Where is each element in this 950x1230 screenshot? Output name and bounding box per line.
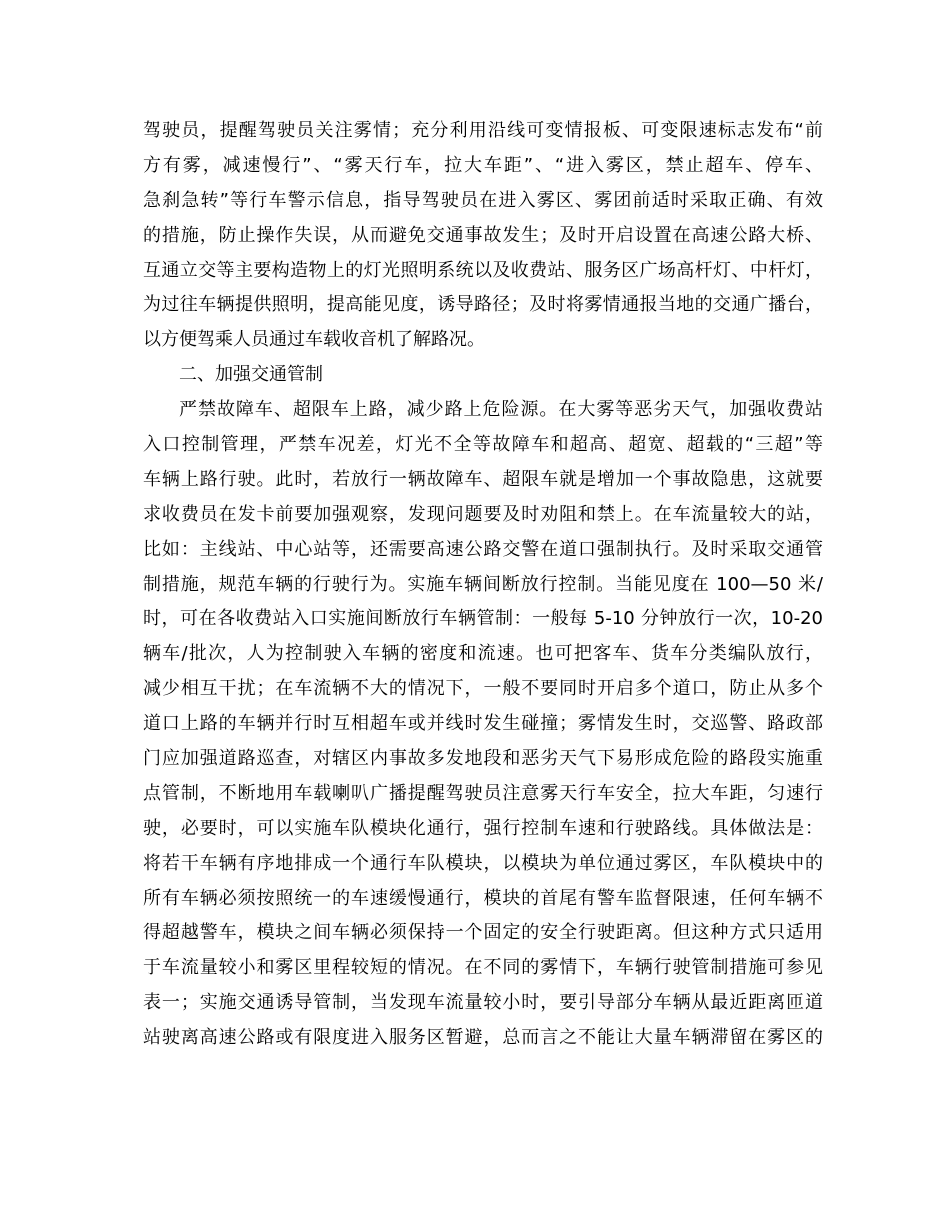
text-line: 站驶离高速公路或有限度进入服务区暂避，总而言之不能让大量车辆滞留在雾区的	[143, 1027, 823, 1049]
text-line: 将若干车辆有序地排成一个通行车队模块，以模块为单位通过雾区，车队模块中的	[143, 852, 823, 874]
text-line: 方有雾，减速慢行”、“雾天行车，拉大车距”、“进入雾区，禁止超车、停车、	[143, 154, 823, 176]
text-line: 以方便驾乘人员通过车载收音机了解路况。	[143, 329, 485, 351]
text-line: 门应加强道路巡查，对辖区内事故多发地段和恶劣天气下易形成危险的路段实施重	[143, 748, 823, 770]
body-text	[143, 114, 823, 1056]
text-line: 急刹急转”等行车警示信息，指导驾驶员在进入雾区、雾团前适时采取正确、有效	[143, 189, 823, 211]
text-line: 驾驶员，提醒驾驶员关注雾情；充分利用沿线可变情报板、可变限速标志发布“前	[143, 120, 823, 141]
text-line: 二、加强交通管制	[179, 364, 323, 386]
text-line: 车辆上路行驶。此时，若放行一辆故障车、超限车就是增加一个事故隐患，这就要	[143, 468, 823, 490]
text-line: 道口上路的车辆并行时互相超车或并线时发生碰撞；雾情发生时，交巡警、路政部	[143, 713, 823, 735]
text-line: 入口控制管理，严禁车况差，灯光不全等故障车和超高、超宽、超载的“三超”等	[143, 434, 823, 456]
text-line: 于车流量较小和雾区里程较短的情况。在不同的雾情下，车辆行驶管制措施可参见	[143, 957, 823, 979]
text-line: 驶，必要时，可以实施车队模块化通行，强行控制车速和行驶路线。具体做法是：	[143, 817, 823, 839]
text-line: 制措施，规范车辆的行驶行为。实施车辆间断放行控制。当能见度在 100—50 米/	[143, 573, 823, 595]
text-line: 求收费员在发卡前要加强观察，发现问题要及时劝阻和禁上。在车流量较大的站，	[143, 503, 823, 525]
text-line: 严禁故障车、超限车上路，减少路上危险源。在大雾等恶劣天气，加强收费站	[179, 399, 823, 421]
text-line: 为过往车辆提供照明，提高能见度，诱导路径；及时将雾情通报当地的交通广播台，	[143, 294, 823, 316]
text-line: 减少相互干扰；在车流辆不大的情况下，一般不要同时开启多个道口，防止从多个	[143, 678, 823, 700]
text-line: 得超越警车，模块之间车辆必须保持一个固定的安全行驶距离。但这种方式只适用	[143, 922, 823, 944]
text-line: 的措施，防止操作失误，从而避免交通事故发生；及时开启设置在高速公路大桥、	[143, 224, 823, 246]
text-line: 表一；实施交通诱导管制，当发现车流量较小时，要引导部分车辆从最近距离匝道	[143, 992, 823, 1014]
text-line: 互通立交等主要构造物上的灯光照明系统以及收费站、服务区广场高杆灯、中杆灯，	[143, 259, 823, 281]
text-line: 比如：主线站、中心站等，还需要高速公路交警在道口强制执行。及时采取交通管	[143, 538, 823, 560]
text-line: 所有车辆必须按照统一的车速缓慢通行，模块的首尾有警车监督限速，任何车辆不	[143, 887, 823, 909]
text-line: 时，可在各收费站入口实施间断放行车辆管制：一般每 5-10 分钟放行一次，10-20	[143, 608, 823, 630]
text-line: 辆车/批次，人为控制驶入车辆的密度和流速。也可把客车、货车分类编队放行，	[143, 643, 823, 665]
text-line: 点管制，不断地用车载喇叭广播提醒驾驶员注意雾天行车安全，拉大车距，匀速行	[143, 782, 823, 804]
